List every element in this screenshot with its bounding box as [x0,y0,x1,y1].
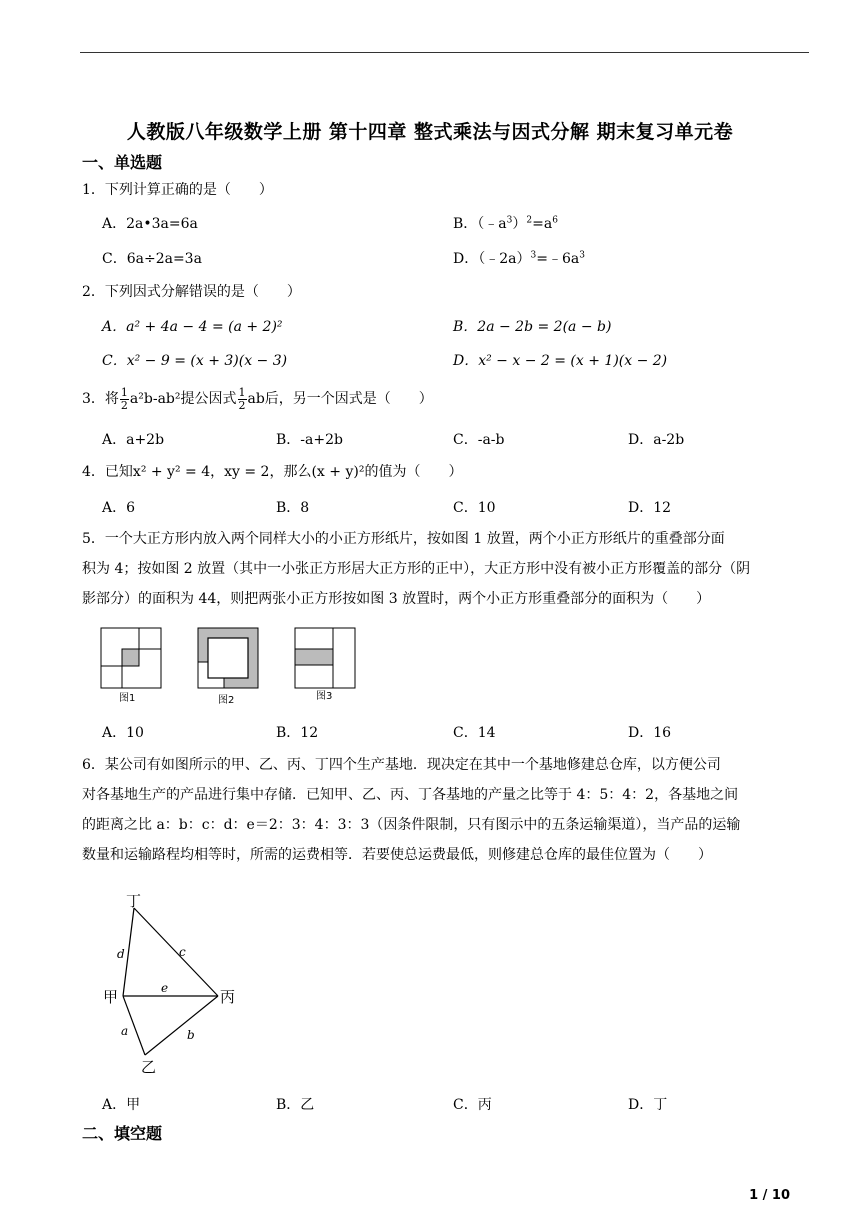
question-1-option-a: A．2a•3a=6a [102,216,198,232]
question-6-option-d: D．丁 [628,1097,668,1113]
question-2-option-a: A．a² + 4a − 4 = (a + 2)² [102,319,283,335]
edge-b-line [145,996,218,1055]
figure-3-label: 图3 [316,691,333,702]
page-number: 1 / 10 [749,1188,790,1203]
question-3-stem: 3．将 $\frac{1}{2}$ a²b-ab²提公因式 $\frac{1}{2}$ ab后，另一个因式是（ ） [82,385,433,412]
fraction-half-1: $\frac{1}{2}$ [120,385,128,412]
question-6-option-c: C．丙 [453,1097,492,1113]
question-5-stem: 5．一个大正方形内放入两个同样大小的小正方形纸片，按如图 1 放置，两个小正方形纸片的重叠部分面 积为 4；按如图 2 放置（其中一小张正方形居大正方形的正中），大正方形中没有被小正方形覆盖的部分（阴 影部分）的面积为 44，则把两张小正方形按如图 3 放置时，两个小正方形重叠部分的面积为（ ） [82,531,751,607]
fraction-half-2: $\frac{1}{2}$ [238,385,246,412]
question-4-option-b: B．8 [276,500,310,516]
question-5-option-c: C．14 [453,725,496,741]
question-2-option-d: D．x² − x − 2 = (x + 1)(x − 2) [453,353,668,369]
question-6-stem: 6．某公司有如图所示的甲、乙、丙、丁四个生产基地．现决定在其中一个基地修建总仓库，以方便公司 对各基地生产的产品进行集中存储．已知甲、乙、丙、丁各基地的产量之比等于 4：5：4：2，各基地之间 的距离之比 a：b：c：d：e＝2：3：4：3：3（因条件限制，只有图示中的五条运输渠道），当产品的运输 数量和运输路程均相等时，所需的运费相等．若要使总运费最低，则修建总仓库的最佳位置为（ ） [82,757,741,863]
edge-d-label: d [117,947,125,961]
edge-c-line [134,908,218,996]
node-yi-label: 乙 [141,1058,157,1076]
question-4-stem: 4．已知x² + y² = 4，xy = 2，那么(x + y)²的值为（ ） [82,464,463,480]
figure-2 [198,628,258,688]
question-5-option-d: D．16 [628,725,672,741]
question-1-option-b: B．$(﹣a^3)^2=a^6$ [453,215,558,232]
node-bing-label: 丙 [220,988,236,1006]
edge-a-label: a [121,1024,129,1038]
figure-1 [101,628,161,688]
question-6-option-a: A．甲 [102,1097,141,1113]
header-rule [80,52,809,53]
question-3-option-a: A．a+2b [102,432,165,448]
question-4-option-d: D．12 [628,500,672,516]
question-2-option-c: C．x² − 9 = (x + 3)(x − 3) [102,353,288,369]
question-4-option-a: A．6 [102,500,136,516]
question-1-option-d: D．$(﹣2a)^3=﹣6a^3$ [453,250,585,267]
question-6-option-b: B．乙 [276,1097,315,1113]
section-heading-fill-in: 二、填空题 [82,1124,163,1143]
question-5-option-b: B．12 [276,725,319,741]
question-1-stem: 1．下列计算正确的是（ ） [82,182,273,198]
question-2-option-b: B．2a − 2b = 2(a − b) [453,319,612,335]
section-heading-single-choice: 一、单选题 [82,153,163,172]
node-ding-label: 丁 [126,892,142,910]
page-title: 人教版八年级数学上册 第十四章 整式乘法与因式分解 期末复习单元卷 [126,121,734,143]
question-5-figures [98,624,360,706]
question-2-stem: 2．下列因式分解错误的是（ ） [82,284,301,300]
edge-e-label: e [161,981,169,995]
figure-2-label: 图2 [218,695,235,706]
question-1-option-c: C．6a÷2a=3a [102,251,202,267]
question-5-option-a: A．10 [102,725,144,741]
question-3-option-b: B．-a+2b [276,432,343,448]
figure-3 [295,628,355,688]
edge-b-label: b [187,1028,195,1042]
figure-1-label: 图1 [119,693,136,704]
question-3-option-d: D．a-2b [628,432,685,448]
question-4-option-c: C．10 [453,500,496,516]
question-6-network-diagram [98,888,248,1078]
node-jia-label: 甲 [103,988,119,1006]
question-3-option-c: C．-a-b [453,432,505,448]
edge-c-label: c [179,945,186,959]
